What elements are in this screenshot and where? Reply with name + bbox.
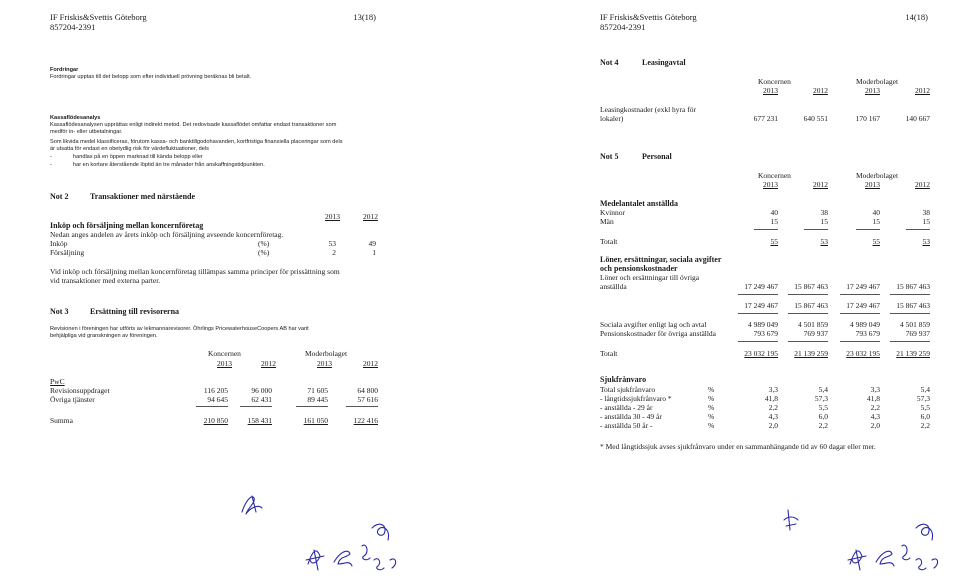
cell-value: 122 416 <box>353 416 378 425</box>
row-label: Summa <box>50 416 73 425</box>
subtotal-line <box>856 229 880 230</box>
row-unit: (%) <box>258 239 270 248</box>
cell-value: 2 <box>332 248 336 257</box>
cell-value: 5,4 <box>920 385 930 394</box>
cell-value: 55 <box>872 237 880 246</box>
cell-value: 15 <box>922 217 930 226</box>
year-header: 2012 <box>363 212 378 221</box>
row-label: lokaler) <box>600 114 624 123</box>
subtotal-line <box>890 313 930 314</box>
subtotal-line <box>738 341 778 342</box>
org-name: IF Friskis&Svettis Göteborg <box>600 12 697 22</box>
row-unit: % <box>708 421 715 430</box>
group-header: Moderbolaget <box>856 171 899 180</box>
cell-value: 161 050 <box>303 416 328 425</box>
cell-value: 17 249 467 <box>846 282 880 291</box>
cell-value: 2,2 <box>870 403 880 412</box>
cell-value: 4,3 <box>870 412 880 421</box>
bullet-text: har en kortare återstående löptid än tre månader från anskaffningstidpunkten. <box>73 162 265 168</box>
org-number: 857204-2391 <box>50 22 96 32</box>
cell-value: 677 231 <box>753 114 778 123</box>
cell-value: 21 139 259 <box>794 349 828 358</box>
note-description: Nedan anges andelen av årets inköp och försäljning avseende koncernföretag. <box>50 230 284 239</box>
note-title: Personal <box>642 152 672 161</box>
cell-value: 2,2 <box>768 403 778 412</box>
subsection-heading: Sjukfrånvaro <box>600 375 647 384</box>
year-header: 2013 <box>217 359 232 368</box>
cell-value: 41,8 <box>764 394 778 403</box>
cell-value: 3,3 <box>870 385 880 394</box>
cell-value: 64 800 <box>357 386 378 395</box>
group-header: Koncernen <box>208 349 241 358</box>
cell-value: 2,2 <box>920 421 930 430</box>
row-label: Totalt <box>600 237 618 246</box>
cell-value: 23 032 195 <box>846 349 880 358</box>
year-header: 2013 <box>865 86 880 95</box>
row-label: Total sjukfrånvaro <box>600 385 656 394</box>
subtotal-line <box>840 341 880 342</box>
subtotal-line <box>738 294 778 295</box>
cell-value: 140 667 <box>905 114 930 123</box>
cell-value: 640 551 <box>803 114 828 123</box>
subtotal-line <box>240 406 272 407</box>
page-number: 14(18) <box>905 12 928 22</box>
cell-value: 40 <box>872 208 880 217</box>
note-title: Ersättning till revisorerna <box>90 307 180 316</box>
subtotal-line <box>196 406 228 407</box>
row-label: Leasingkostnader (exkl hyra för <box>600 105 697 114</box>
cell-value: 38 <box>820 208 828 217</box>
subsection-heading: och pensionskostnader <box>600 264 678 273</box>
year-header: 2013 <box>763 180 778 189</box>
signature-initials <box>842 512 950 574</box>
subtotal-line <box>840 294 880 295</box>
note-number: Not 5 <box>600 152 619 161</box>
subtotal-line <box>296 406 328 407</box>
year-header: 2012 <box>261 359 276 368</box>
note-text: Revisionen i föreningen har utförts av lekmannarevisorer. Öhrlings PricewaterhouseCoopers AB har varit <box>50 326 309 332</box>
kassaflode-heading: Kassaflödesanalys <box>50 115 101 121</box>
subtotal-line <box>346 406 378 407</box>
cell-value: 5,5 <box>818 403 828 412</box>
note-text: Vid inköp och försäljning mellan koncernföretag tillämpas samma principer för prissättning som <box>50 267 340 276</box>
cell-value: 4 501 859 <box>798 320 828 329</box>
cell-value: 5,5 <box>920 403 930 412</box>
row-unit: % <box>708 394 715 403</box>
subsection-heading: Löner, ersättningar, sociala avgifter <box>600 255 722 264</box>
note-title: Transaktioner med närstående <box>90 192 196 201</box>
signature-initials <box>782 506 802 532</box>
cell-value: 15 <box>820 217 828 226</box>
note-text: behjälpliga vid granskningen av föreningen. <box>50 333 158 339</box>
cell-value: 793 679 <box>855 329 880 338</box>
row-unit: % <box>708 403 715 412</box>
row-label: Övriga tjänster <box>50 395 95 404</box>
bullet-dash: - <box>50 154 52 160</box>
bullet-dash: - <box>50 162 52 168</box>
cell-value: 4 501 859 <box>900 320 930 329</box>
subtotal-line <box>754 229 778 230</box>
note-text: vid transaktioner med externa parter. <box>50 276 161 285</box>
cell-value: 53 <box>922 237 930 246</box>
cell-value: 71 605 <box>307 386 328 395</box>
subtotal-line <box>788 313 828 314</box>
cell-value: 38 <box>922 208 930 217</box>
row-label: Löner och ersättningar till övriga <box>600 273 700 282</box>
row-label: Revisionsuppdraget <box>50 386 110 395</box>
signature-initials <box>238 490 268 518</box>
row-label: - anställda 50 år - <box>600 421 653 430</box>
org-number: 857204-2391 <box>600 22 646 32</box>
note-number: Not 4 <box>600 58 619 67</box>
cell-value: 1 <box>372 248 376 257</box>
year-header: 2012 <box>363 359 378 368</box>
bullet-text: handlas på en öppen marknad till kända belopp eller <box>73 154 203 160</box>
cell-value: 2,2 <box>818 421 828 430</box>
group-header: Moderbolaget <box>305 349 348 358</box>
row-label: Sociala avgifter enligt lag och avtal <box>600 320 707 329</box>
cell-value: 15 867 463 <box>794 301 828 310</box>
year-header: 2012 <box>813 86 828 95</box>
signature-initials <box>300 512 410 574</box>
cell-value: 4,3 <box>768 412 778 421</box>
cell-value: 41,8 <box>866 394 880 403</box>
group-header: Koncernen <box>758 77 791 86</box>
subsection-heading: Medelantalet anställda <box>600 199 678 208</box>
cell-value: 17 249 467 <box>744 301 778 310</box>
cell-value: 158 431 <box>247 416 272 425</box>
document-page-left <box>0 0 470 580</box>
cell-value: 40 <box>770 208 778 217</box>
cell-value: 793 679 <box>753 329 778 338</box>
subtotal-line <box>906 229 930 230</box>
cell-value: 62 431 <box>251 395 272 404</box>
subtotal-line <box>890 294 930 295</box>
cell-value: 6,0 <box>818 412 828 421</box>
cell-value: 15 <box>872 217 880 226</box>
year-header: 2013 <box>317 359 332 368</box>
subtotal-line <box>788 341 828 342</box>
cell-value: 4 989 049 <box>748 320 778 329</box>
row-unit: % <box>708 385 715 394</box>
cell-value: 15 <box>770 217 778 226</box>
document-page-right <box>490 0 960 580</box>
subsection-label: PwC <box>50 377 65 386</box>
year-header: 2013 <box>763 86 778 95</box>
row-unit: (%) <box>258 248 270 257</box>
cell-value: 769 937 <box>803 329 828 338</box>
cell-value: 4 989 049 <box>850 320 880 329</box>
note-number: Not 3 <box>50 307 69 316</box>
row-label: Kvinnor <box>600 208 625 217</box>
year-header: 2012 <box>915 86 930 95</box>
cell-value: 769 937 <box>905 329 930 338</box>
row-label: - långtidssjukfrånvaro * <box>600 394 672 403</box>
page-number: 13(18) <box>353 12 376 22</box>
subtotal-line <box>840 313 880 314</box>
cell-value: 210 850 <box>203 416 228 425</box>
cell-value: 57,3 <box>814 394 828 403</box>
row-label: Försäljning <box>50 248 85 257</box>
cell-value: 21 139 259 <box>896 349 930 358</box>
group-header: Moderbolaget <box>856 77 899 86</box>
fordringar-heading: Fordringar <box>50 67 79 73</box>
note-number: Not 2 <box>50 192 69 201</box>
row-label: - anställda - 29 år <box>600 403 653 412</box>
cell-value: 2,0 <box>768 421 778 430</box>
row-label: - anställda 30 - 49 år <box>600 412 662 421</box>
org-name: IF Friskis&Svettis Göteborg <box>50 12 147 22</box>
cell-value: 15 867 463 <box>896 282 930 291</box>
likvida-medel-text: är utsatta för endast en obetydlig risk för värdefluktuationer, dels <box>50 146 209 152</box>
cell-value: 53 <box>820 237 828 246</box>
year-header: 2012 <box>915 180 930 189</box>
cell-value: 49 <box>368 239 376 248</box>
row-label: Pensionskostnader för övriga anställda <box>600 329 717 338</box>
subtotal-line <box>738 313 778 314</box>
subsection-heading: Inköp och försäljning mellan koncernföretag <box>50 221 204 230</box>
row-label: anställda <box>600 282 627 291</box>
year-header: 2013 <box>325 212 340 221</box>
likvida-medel-text: Som likvida medel klassificeras, förutom kassa- och banktillgodohavanden, kortfristiga finansiella placeringar som dels <box>50 139 343 145</box>
row-label: Inköp <box>50 239 68 248</box>
footnote: * Med långtidssjuk avses sjukfrånvaro under en sammanhängande tid av 60 dagar eller mer. <box>600 442 876 451</box>
cell-value: 116 205 <box>203 386 228 395</box>
year-header: 2013 <box>865 180 880 189</box>
subtotal-line <box>804 229 828 230</box>
year-header: 2012 <box>813 180 828 189</box>
cell-value: 6,0 <box>920 412 930 421</box>
cell-value: 23 032 195 <box>744 349 778 358</box>
cell-value: 17 249 467 <box>846 301 880 310</box>
subtotal-line <box>788 294 828 295</box>
cell-value: 57,3 <box>916 394 930 403</box>
cell-value: 55 <box>770 237 778 246</box>
row-unit: % <box>708 412 715 421</box>
group-header: Koncernen <box>758 171 791 180</box>
row-label: Totalt <box>600 349 618 358</box>
cell-value: 15 867 463 <box>896 301 930 310</box>
kassaflode-text: medför in- eller utbetalningar. <box>50 129 123 135</box>
cell-value: 96 000 <box>251 386 272 395</box>
fordringar-text: Fordringar upptas till det belopp som efter individuell prövning beräknas bli betalt. <box>50 74 252 80</box>
cell-value: 57 616 <box>357 395 378 404</box>
cell-value: 94 645 <box>207 395 228 404</box>
cell-value: 89 445 <box>307 395 328 404</box>
cell-value: 15 867 463 <box>794 282 828 291</box>
cell-value: 2,0 <box>870 421 880 430</box>
cell-value: 3,3 <box>768 385 778 394</box>
note-title: Leasingavtal <box>642 58 686 67</box>
kassaflode-text: Kassaflödesanalysen upprättas enligt indirekt metod. Det redovisade kassaflödet omfattar endast transaktioner som <box>50 122 337 128</box>
cell-value: 5,4 <box>818 385 828 394</box>
subtotal-line <box>890 341 930 342</box>
cell-value: 17 249 467 <box>744 282 778 291</box>
row-label: Män <box>600 217 614 226</box>
cell-value: 170 167 <box>855 114 880 123</box>
cell-value: 53 <box>328 239 336 248</box>
